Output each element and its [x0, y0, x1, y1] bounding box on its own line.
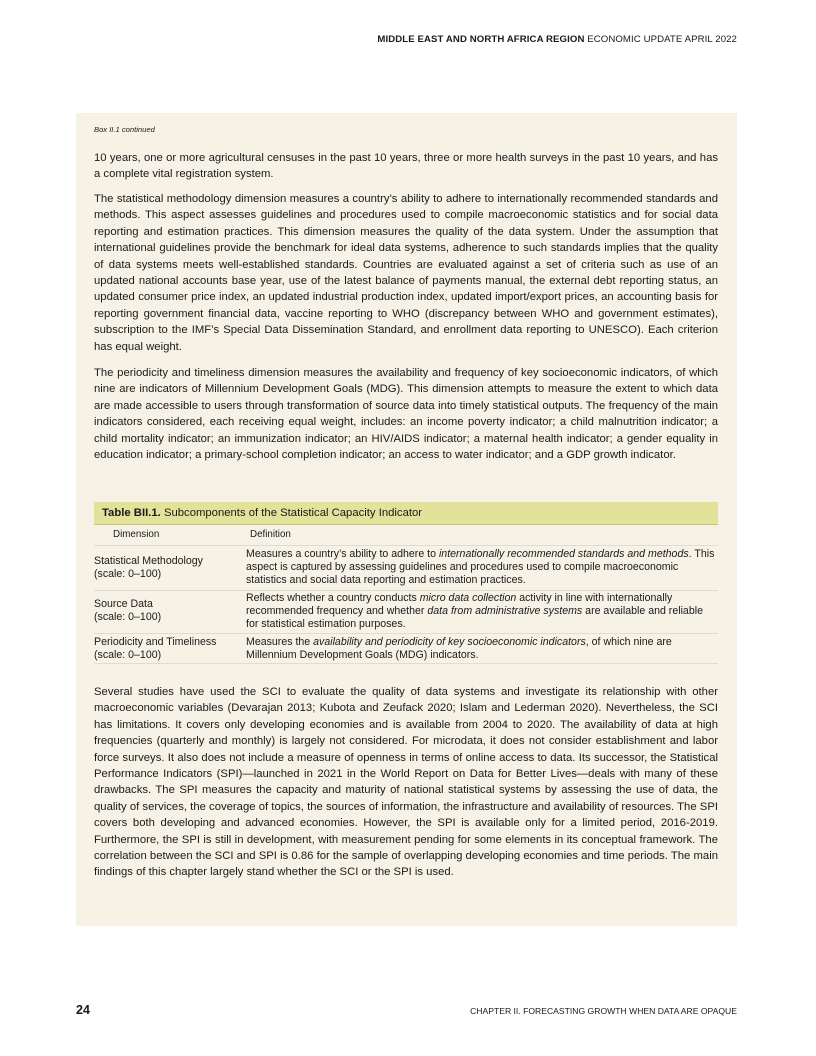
box-paragraph-1: 10 years, one or more agricultural censuses in the past 10 years, three or more health surveys in the past 10 years, and has a complete vital registration system. — [94, 152, 718, 181]
table-caption: Subcomponents of the Statistical Capacity Indicator — [163, 507, 423, 519]
chapter-title: CHAPTER II. FORECASTING GROWTH WHEN DATA ARE OPAQUE — [470, 1006, 737, 1016]
row-1-dimension — [94, 555, 240, 581]
table-title — [94, 502, 718, 525]
header-region: MIDDLE EAST AND NORTH AFRICA REGION — [377, 34, 585, 45]
row-2-def-emphasis: micro data collection — [419, 592, 517, 604]
table-rule — [94, 590, 718, 591]
row-2-def-text: Reflects whether a country conducts — [246, 592, 420, 604]
row-3-dimension — [94, 636, 240, 662]
row-1-def-text: Measures a country’s ability to adhere to — [246, 548, 439, 560]
row-2-def-text-mid: activity in line with internationally recommended frequency and whether — [246, 592, 673, 618]
row-3-dimension-scale: (scale: 0–100) — [94, 649, 162, 662]
row-1-def-text-end: . This aspect is captured by assessing guidelines and procedures used to compile macroeconomic statistics and social data reporting and estimation practices. — [246, 548, 715, 587]
box-paragraph-2: The statistical methodology dimension measures a country’s ability to adhere to internationally recommended standards and methods. This aspect assesses guidelines and procedures used to compile macroeconomic statistics and for social data reporting and estimation practices. This dimension measures the quality of the data system. Under the assumption that international guidelines provide the benchmark for ideal data systems, adherence to such standards implies that the quality of data systems meets well-established standards. Countries are evaluated against a set of criteria such as use of an updated national accounts base year, use of the latest balance of payments manual, the external debt reporting status, an updated consumer price index, an updated industrial production index, updated import/export prices, an accounting basis for reporting government financial data, vaccine reporting to WHO (discrepancy between WHO and government estimates), subscription to the IMF’s Special Data Dissemination Standard, and enrollment data reporting to UNESCO). Each criterion has equal weight. — [94, 193, 718, 353]
row-1-dimension-scale: (scale: 0–100) — [94, 568, 162, 581]
table-rule — [94, 663, 718, 664]
row-3-dimension-name: Periodicity and Timeliness — [94, 636, 217, 648]
table-rule — [94, 633, 718, 634]
col-header-dimension: Dimension — [113, 529, 160, 540]
table-number: Table BII.1. — [102, 507, 161, 519]
box-paragraph-4: Several studies have used the SCI to evaluate the quality of data systems and investigate its relationship with other macroeconomic variables (Devarajan 2013; Kubota and Zeufack 2020; Islam and Lederman 2020). Nevertheless, the SCI has limitations. It covers only developing economies and is available from 2004 to 2020. The availability of data at high frequencies (quarterly and monthly) is largely not considered. For microdata, it does not consider establishment and labor force surveys. It also does not include a measure of openness in terms of online access to data. Its successor, the Statistical Performance Indicators (SPI)—launched in 2021 in the World Report on Data for Better Lives—deals with many of these drawbacks. The SPI measures the capacity and maturity of national statistical systems by assessing the use of data, the quality of services, the coverage of topics, the sources of information, the infrastructure and availability of resources. The SPI covers both developing and advanced economies. However, the SPI is available only for a limited period, 2016-2019. Furthermore, the SPI is still in development, with measurement pending for some elements in its conceptual framework. The correlation between the SCI and SPI is 0.86 for the sample of overlapping developing economies and time periods. The main findings of this chapter largely stand whether the SCI or the SPI is used. — [94, 686, 718, 879]
running-header — [377, 34, 737, 45]
row-1-definition — [246, 548, 716, 588]
box-label: Box II.1 continued — [94, 125, 155, 134]
row-3-def-text-end: , of which nine are Millennium Development Goals (MDG) indicators. — [246, 636, 672, 662]
row-1-dimension-name: Statistical Methodology — [94, 555, 203, 567]
header-report: ECONOMIC UPDATE APRIL 2022 — [587, 34, 737, 45]
row-3-def-text: Measures the — [246, 636, 314, 648]
row-2-def-text-end: are available and reliable for statistical estimation purposes. — [246, 605, 703, 631]
box-paragraph-3: The periodicity and timeliness dimension measures the availability and frequency of key socioeconomic indicators, of which nine are indicators of Millennium Development Goals (MDG). This dimension attempts to measure the extent to which data are made accessible to users through transformation of source data into timely statistical outputs. The frequency of the main indicators considered, each receiving equal weight, includes: an income poverty indicator; a child malnutrition indicator; a child mortality indicator; an immunization indicator; an HIV/AIDS indicator; a maternal health indicator; a gender equality in education indicator; a primary-school completion indicator; an access to water indicator; and a GDP growth indicator. — [94, 367, 718, 462]
page-number: 24 — [76, 1003, 90, 1017]
row-2-dimension-scale: (scale: 0–100) — [94, 611, 162, 624]
row-2-dimension — [94, 598, 240, 624]
row-2-dimension-name: Source Data — [94, 598, 153, 610]
table-rule — [94, 545, 718, 546]
col-header-definition: Definition — [250, 529, 291, 540]
row-2-definition — [246, 592, 716, 632]
row-3-def-emphasis: availability and periodicity of key socioeconomic indicators — [313, 636, 586, 648]
row-1-def-emphasis: internationally recommended standards and methods — [438, 548, 689, 560]
row-2-def-emphasis-2: data from administrative systems — [427, 605, 583, 618]
row-3-definition — [246, 636, 716, 662]
